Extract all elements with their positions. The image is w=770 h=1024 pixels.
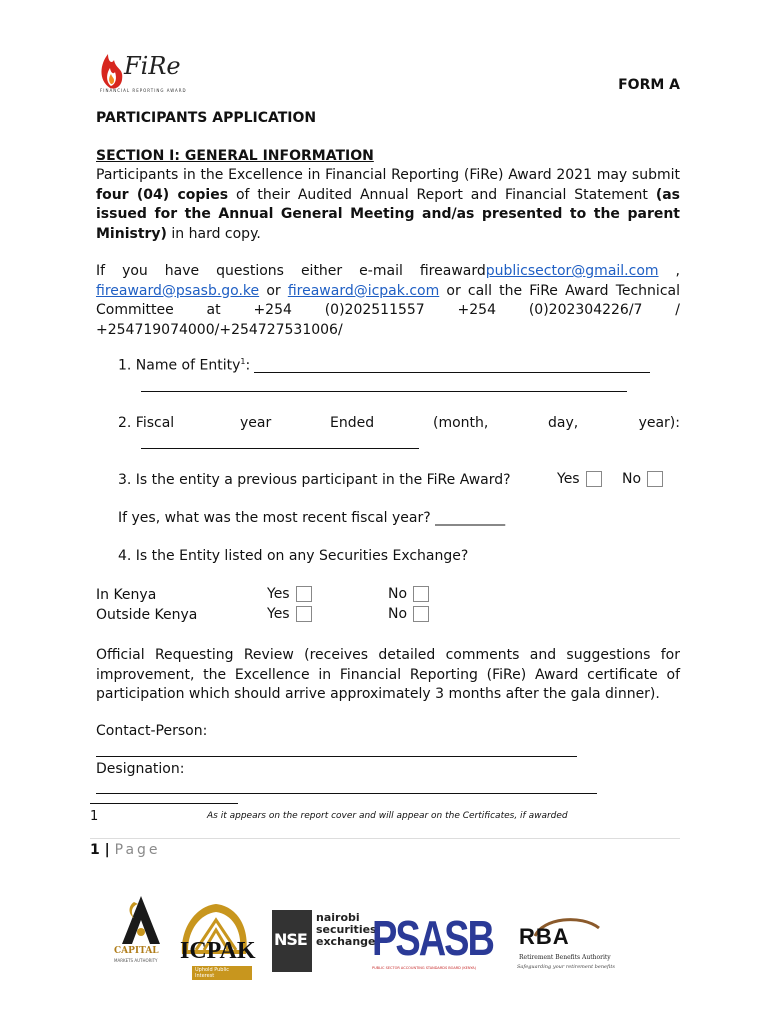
form-label: FORM A: [618, 77, 680, 93]
kenya-yes-checkbox[interactable]: [296, 586, 312, 602]
designation-field-line[interactable]: [96, 793, 597, 794]
contact-paragraph: [96, 262, 680, 340]
entity-name-field-line-2[interactable]: [141, 391, 627, 392]
footnote-number: 1: [90, 809, 99, 824]
q2-year-end-word: year):: [638, 415, 680, 431]
review-paragraph: Official Requesting Review (receives detailed comments and suggestions for improvement, the Excellence in Financial Reporting (FiRe) Award certificate of participation which should arrive approximately 3 months after the gala dinner).: [96, 647, 680, 702]
q3-yes-checkbox[interactable]: [586, 471, 602, 487]
q2-ended-word: Ended: [330, 415, 375, 431]
footnote-text: As it appears on the report cover and will appear on the Certificates, if awarded: [207, 811, 568, 821]
psasb-name: PSASB: [372, 912, 493, 967]
logo-tagline: FINANCIAL REPORTING AWARD: [100, 88, 187, 93]
outside-no-option: [388, 606, 429, 622]
q2-month-word: (month,: [433, 415, 489, 431]
page-title: PARTICIPANTS APPLICATION: [96, 110, 317, 126]
contact-person-field-line[interactable]: [96, 756, 577, 757]
q3-no-checkbox[interactable]: [647, 471, 663, 487]
question-3-label: 3. Is the entity a previous participant in the FiRe Award?: [118, 472, 511, 488]
nse-name: [316, 912, 377, 948]
rba-tagline: Safeguarding your retirement benefits: [517, 964, 615, 970]
contact-text-1: If you have questions either e-mail fireaward: [96, 263, 486, 279]
q2-label: 2. Fiscal: [118, 415, 175, 431]
cma-logo: [110, 892, 172, 978]
cma-sub: MARKETS AUTHORITY: [114, 958, 158, 963]
intro-paragraph: [96, 166, 680, 244]
cma-emblem-icon: [110, 892, 172, 952]
kenya-no-checkbox[interactable]: [413, 586, 429, 602]
page-footer: [90, 842, 161, 858]
email-link-psasb[interactable]: fireaward@psasb.go.ke: [96, 282, 260, 299]
nse-name-3: exchange: [316, 935, 376, 948]
fiscal-year-field-line[interactable]: [141, 448, 419, 449]
rba-logo: [515, 914, 615, 976]
contact-separator: ,: [658, 263, 680, 279]
kenya-no-option: [388, 586, 429, 602]
nse-mark-block: [272, 910, 312, 972]
q3-followup: If yes, what was the most recent fiscal year? __________: [118, 510, 506, 526]
intro-text-1: Participants in the Excellence in Financial Reporting (FiRe) Award 2021 may submit: [96, 167, 680, 183]
question-4-label: 4. Is the Entity listed on any Securities Exchange?: [118, 548, 469, 564]
nse-name-1: nairobi: [316, 911, 360, 924]
q1-colon: :: [245, 357, 251, 374]
outside-yes-option: [267, 606, 312, 622]
kenya-yes-label: Yes: [267, 586, 290, 602]
page-number: 1: [90, 842, 100, 858]
contact-person-label: Contact-Person:: [96, 723, 208, 739]
rba-name: RBA: [519, 924, 570, 949]
nse-name-2: securities: [316, 923, 377, 936]
nse-logo: [272, 910, 377, 976]
q1-label: 1. Name of Entity: [118, 357, 241, 374]
question-2: [118, 415, 680, 431]
q2-day-word: day,: [548, 415, 579, 431]
outside-kenya-label: Outside Kenya: [96, 607, 198, 623]
outside-yes-checkbox[interactable]: [296, 606, 312, 622]
logo-text: FiRe: [124, 52, 181, 80]
kenya-no-label: No: [388, 586, 408, 602]
outside-yes-label: Yes: [267, 606, 290, 622]
footer-rule: [90, 838, 680, 839]
q3-no-label: No: [622, 471, 642, 487]
contact-text-2: or call the FiRe Award Technical Committee at +254 (0)202511557 +254 (0)202304226/7 / +254719074000/+254727531006/: [96, 282, 680, 338]
nse-mark: NSE: [274, 930, 307, 949]
intro-bold-1: four (04) copies: [96, 186, 229, 203]
q2-year-word: year: [240, 415, 272, 431]
kenya-yes-option: [267, 586, 312, 602]
q3-no-option: [622, 471, 663, 487]
q3-yes-label: Yes: [557, 471, 580, 487]
kenya-label: In Kenya: [96, 587, 157, 603]
designation-label: Designation:: [96, 761, 185, 777]
footnote-rule: [90, 803, 238, 804]
q1-footnote-ref: 1: [240, 357, 246, 366]
intro-text-2: of their Audited Annual Report and Financial Statement: [228, 186, 656, 203]
icpak-name: ICPAK: [180, 938, 256, 964]
intro-bold-2: (as issued for the Annual General Meeting and/as presented to the parent Ministry): [96, 186, 680, 242]
section-title: SECTION I: GENERAL INFORMATION: [96, 148, 374, 164]
outside-no-checkbox[interactable]: [413, 606, 429, 622]
question-1: [118, 357, 250, 374]
psasb-logo: [372, 912, 492, 974]
icpak-logo: [176, 900, 256, 980]
contact-or: or: [259, 282, 288, 299]
outside-no-label: No: [388, 606, 408, 622]
email-link-publicsector[interactable]: publicsector@gmail.com: [485, 263, 659, 279]
intro-text-3: in hard copy.: [166, 225, 261, 242]
cma-name: CAPITAL: [114, 946, 159, 956]
entity-name-field-line-1[interactable]: [254, 372, 650, 373]
partner-logos: [110, 892, 620, 982]
page-separator: |: [99, 842, 115, 858]
rba-sub: Retirement Benefits Authority: [519, 954, 611, 961]
email-link-icpak[interactable]: fireaward@icpak.com: [287, 282, 440, 299]
q3-yes-option: [557, 471, 602, 487]
page-word: Page: [114, 842, 161, 858]
psasb-sub: PUBLIC SECTOR ACCOUNTING STANDARDS BOARD (KENYA): [372, 966, 477, 970]
icpak-tagline: Uphold Public Interest: [192, 966, 252, 980]
